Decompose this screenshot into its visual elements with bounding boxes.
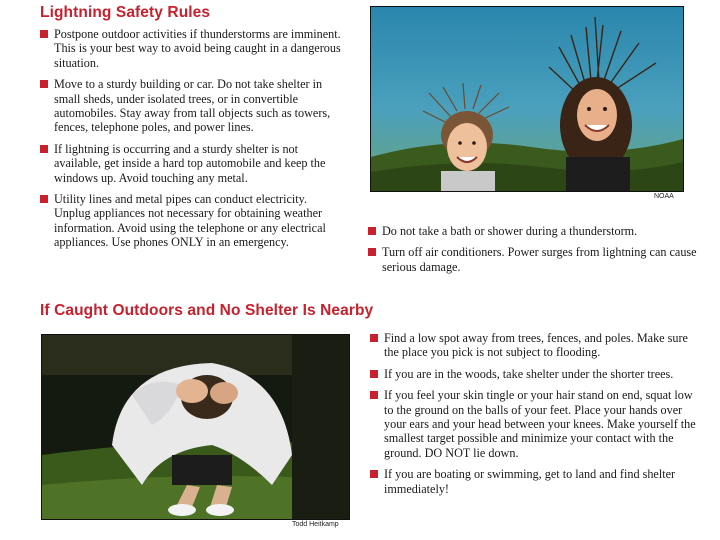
list-item: If you are boating or swimming, get to land and find shelter immediately!	[370, 467, 702, 496]
photo-credit: NOAA	[654, 193, 674, 200]
bullet-icon	[370, 391, 378, 399]
bullet-icon	[370, 470, 378, 478]
list-item: If you feel your skin tingle or your hair stand on end, squat low to the ground on the balls of your feet. Place your hands over your ears and your head between your knees. Make yourself the smallest target possible and minimize your contact with the ground. DO NOT lie down.	[370, 388, 702, 460]
bullet-icon	[368, 248, 376, 256]
bullet-icon	[40, 30, 48, 38]
bullet-icon	[368, 227, 376, 235]
list-item: Turn off air conditioners. Power surges from lightning can cause serious damage.	[368, 245, 698, 274]
bullet-icon	[370, 334, 378, 342]
bullet-icon	[40, 80, 48, 88]
crouch-position-illustration	[42, 335, 349, 519]
list-item: If you are in the woods, take shelter under the shorter trees.	[370, 367, 702, 381]
hair-standing-photo	[370, 6, 684, 192]
list-item: Utility lines and metal pipes can conduct electricity. Unplug appliances not necessary for obtaining weather information. Avoid using the telephone or any electrical appliances. Use phones ONLY in an emergency.	[40, 192, 346, 250]
photo-credit: Todd Heitkamp	[292, 521, 339, 528]
bullet-icon	[40, 145, 48, 153]
lightning-rules-list	[40, 27, 346, 257]
bullet-icon	[370, 370, 378, 378]
list-item: Do not take a bath or shower during a thunderstorm.	[368, 224, 698, 238]
list-item: If lightning is occurring and a sturdy shelter is not available, get inside a hard top automobile and keep the windows up. Avoid touching any metal.	[40, 142, 346, 185]
indoor-rules-list	[368, 224, 698, 281]
list-item: Find a low spot away from trees, fences, and poles. Make sure the place you pick is not subject to flooding.	[370, 331, 702, 360]
bullet-icon	[40, 195, 48, 203]
outdoor-rules-list	[370, 331, 702, 503]
hair-standing-illustration	[371, 7, 683, 191]
list-item: Move to a sturdy building or car. Do not take shelter in small sheds, under isolated trees, or in convertible automobiles. Stay away from tall objects such as towers, fences, telephone poles, and power lines.	[40, 77, 346, 135]
outdoors-no-shelter-title: If Caught Outdoors and No Shelter Is Nearby	[40, 302, 374, 319]
lightning-safety-rules-title: Lightning Safety Rules	[40, 4, 211, 21]
crouching-person-photo	[41, 334, 350, 520]
list-item: Postpone outdoor activities if thunderstorms are imminent. This is your best way to avoid being caught in a dangerous situation.	[40, 27, 346, 70]
